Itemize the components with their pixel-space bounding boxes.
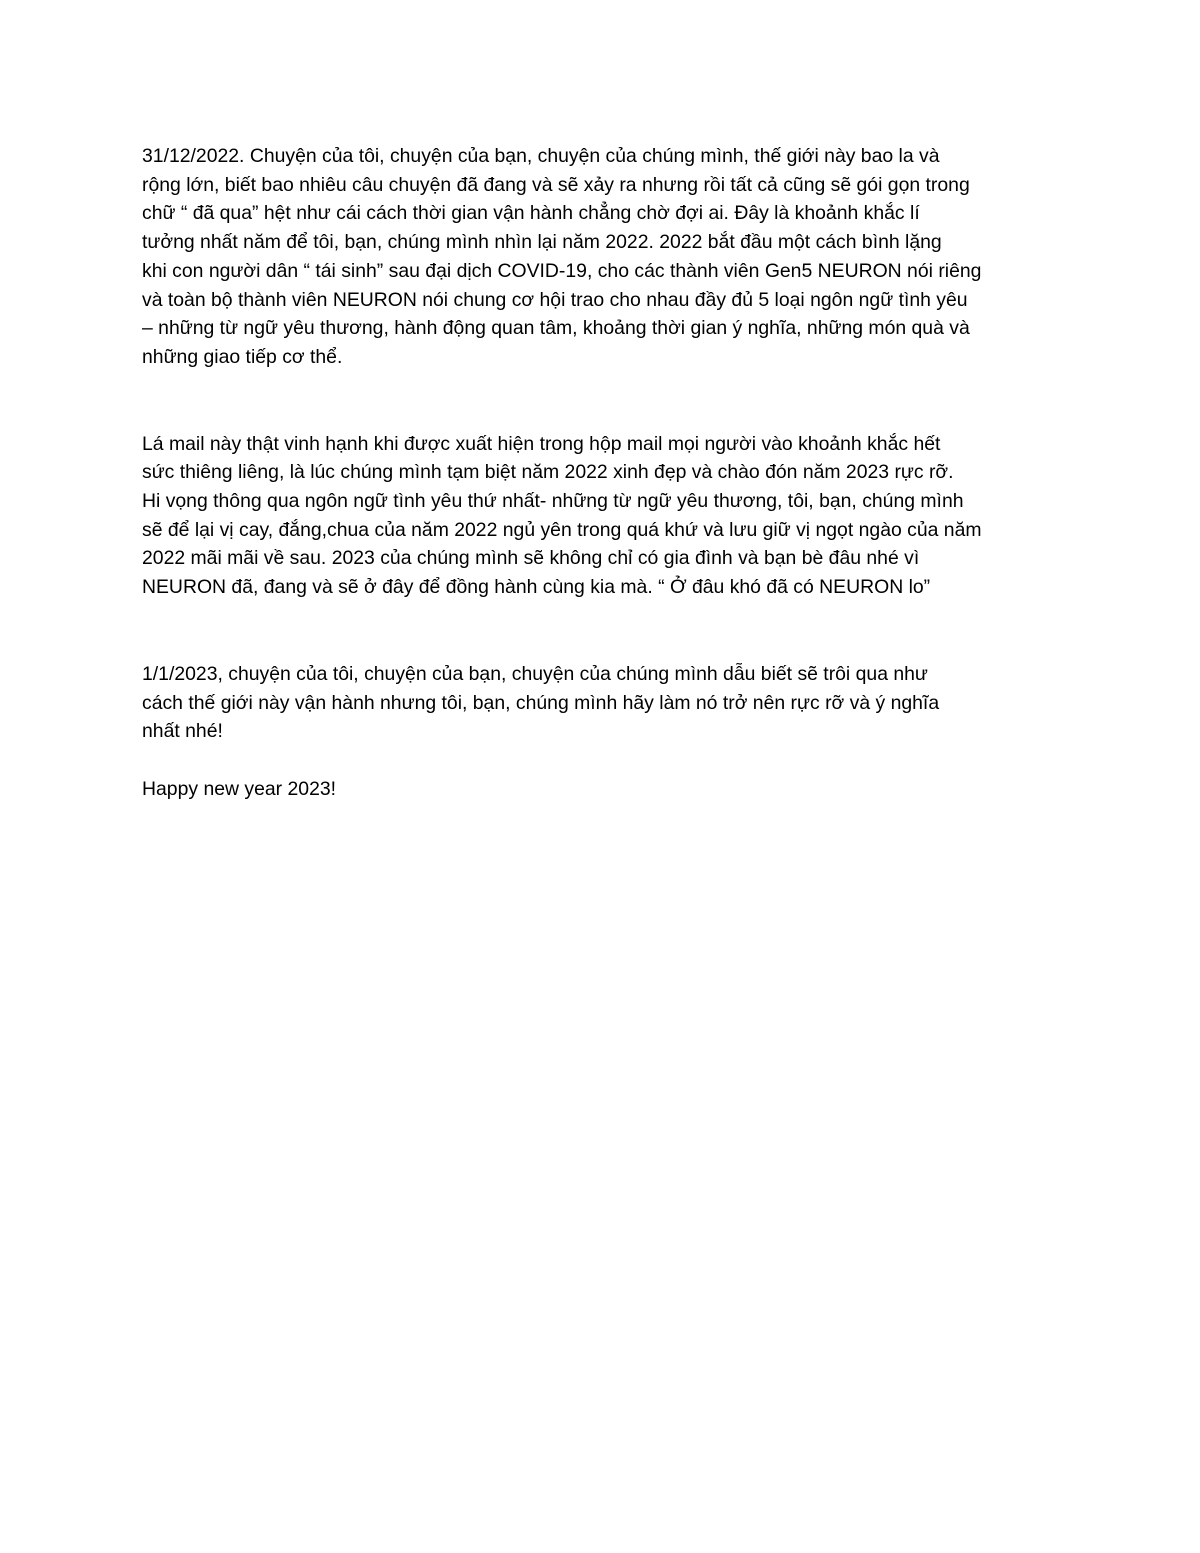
text-line: sẽ để lại vị cay, đắng,chua của năm 2022 ngủ yên trong quá khứ và lưu giữ vị ngọt ngào của năm bbox=[142, 518, 982, 541]
text-line: – những từ ngữ yêu thương, hành động quan tâm, khoảng thời gian ý nghĩa, những món quà và bbox=[142, 317, 970, 340]
text-line: 2022 mãi mãi về sau. 2023 của chúng mình sẽ không chỉ có gia đình và bạn bè đâu nhé vì bbox=[142, 547, 920, 570]
paragraph-greeting bbox=[142, 775, 1060, 804]
text-line: Hi vọng thông qua ngôn ngữ tình yêu thứ nhất- những từ ngữ yêu thương, tôi, bạn, chúng mình bbox=[142, 490, 964, 513]
text-line: NEURON đã, đang và sẽ ở đây để đồng hành cùng kia mà. “ Ở đâu khó đã có NEURON lo” bbox=[142, 576, 931, 599]
text-line: sức thiêng liêng, là lúc chúng mình tạm biệt năm 2022 xinh đẹp và chào đón năm 2023 rực rỡ. bbox=[142, 461, 954, 484]
text-line: nhất nhé! bbox=[142, 720, 223, 743]
text-line: chữ “ đã qua” hệt như cái cách thời gian vận hành chẳng chờ đợi ai. Đây là khoảnh khắc lí bbox=[142, 202, 920, 225]
text-line: và toàn bộ thành viên NEURON nói chung cơ hội trao cho nhau đầy đủ 5 loại ngôn ngữ tình yêu bbox=[142, 288, 968, 311]
text-line: Happy new year 2023! bbox=[142, 777, 337, 800]
document-body bbox=[142, 142, 1060, 804]
text-line: 1/1/2023, chuyện của tôi, chuyện của bạn, chuyện của chúng mình dẫu biết sẽ trôi qua như bbox=[142, 662, 928, 685]
text-line: rộng lớn, biết bao nhiêu câu chuyện đã đang và sẽ xảy ra nhưng rồi tất cả cũng sẽ gói gọn trong bbox=[142, 173, 970, 196]
paragraph-mail bbox=[142, 430, 1060, 602]
text-line: những giao tiếp cơ thể. bbox=[142, 345, 343, 368]
paragraph-intro bbox=[142, 142, 1060, 372]
text-line: cách thế giới này vận hành nhưng tôi, bạn, chúng mình hãy làm nó trở nên rực rỡ và ý nghĩa bbox=[142, 691, 940, 714]
paragraph-new-year bbox=[142, 660, 1060, 746]
text-line: tưởng nhất năm để tôi, bạn, chúng mình nhìn lại năm 2022. 2022 bắt đầu một cách bình lặng bbox=[142, 231, 942, 254]
text-line: 31/12/2022. Chuyện của tôi, chuyện của bạn, chuyện của chúng mình, thế giới này bao la và bbox=[142, 145, 940, 167]
text-line: Lá mail này thật vinh hạnh khi được xuất hiện trong hộp mail mọi người vào khoảnh khắc hết bbox=[142, 432, 941, 455]
text-line: khi con người dân “ tái sinh” sau đại dịch COVID-19, cho các thành viên Gen5 NEURON nói riêng bbox=[142, 259, 982, 282]
